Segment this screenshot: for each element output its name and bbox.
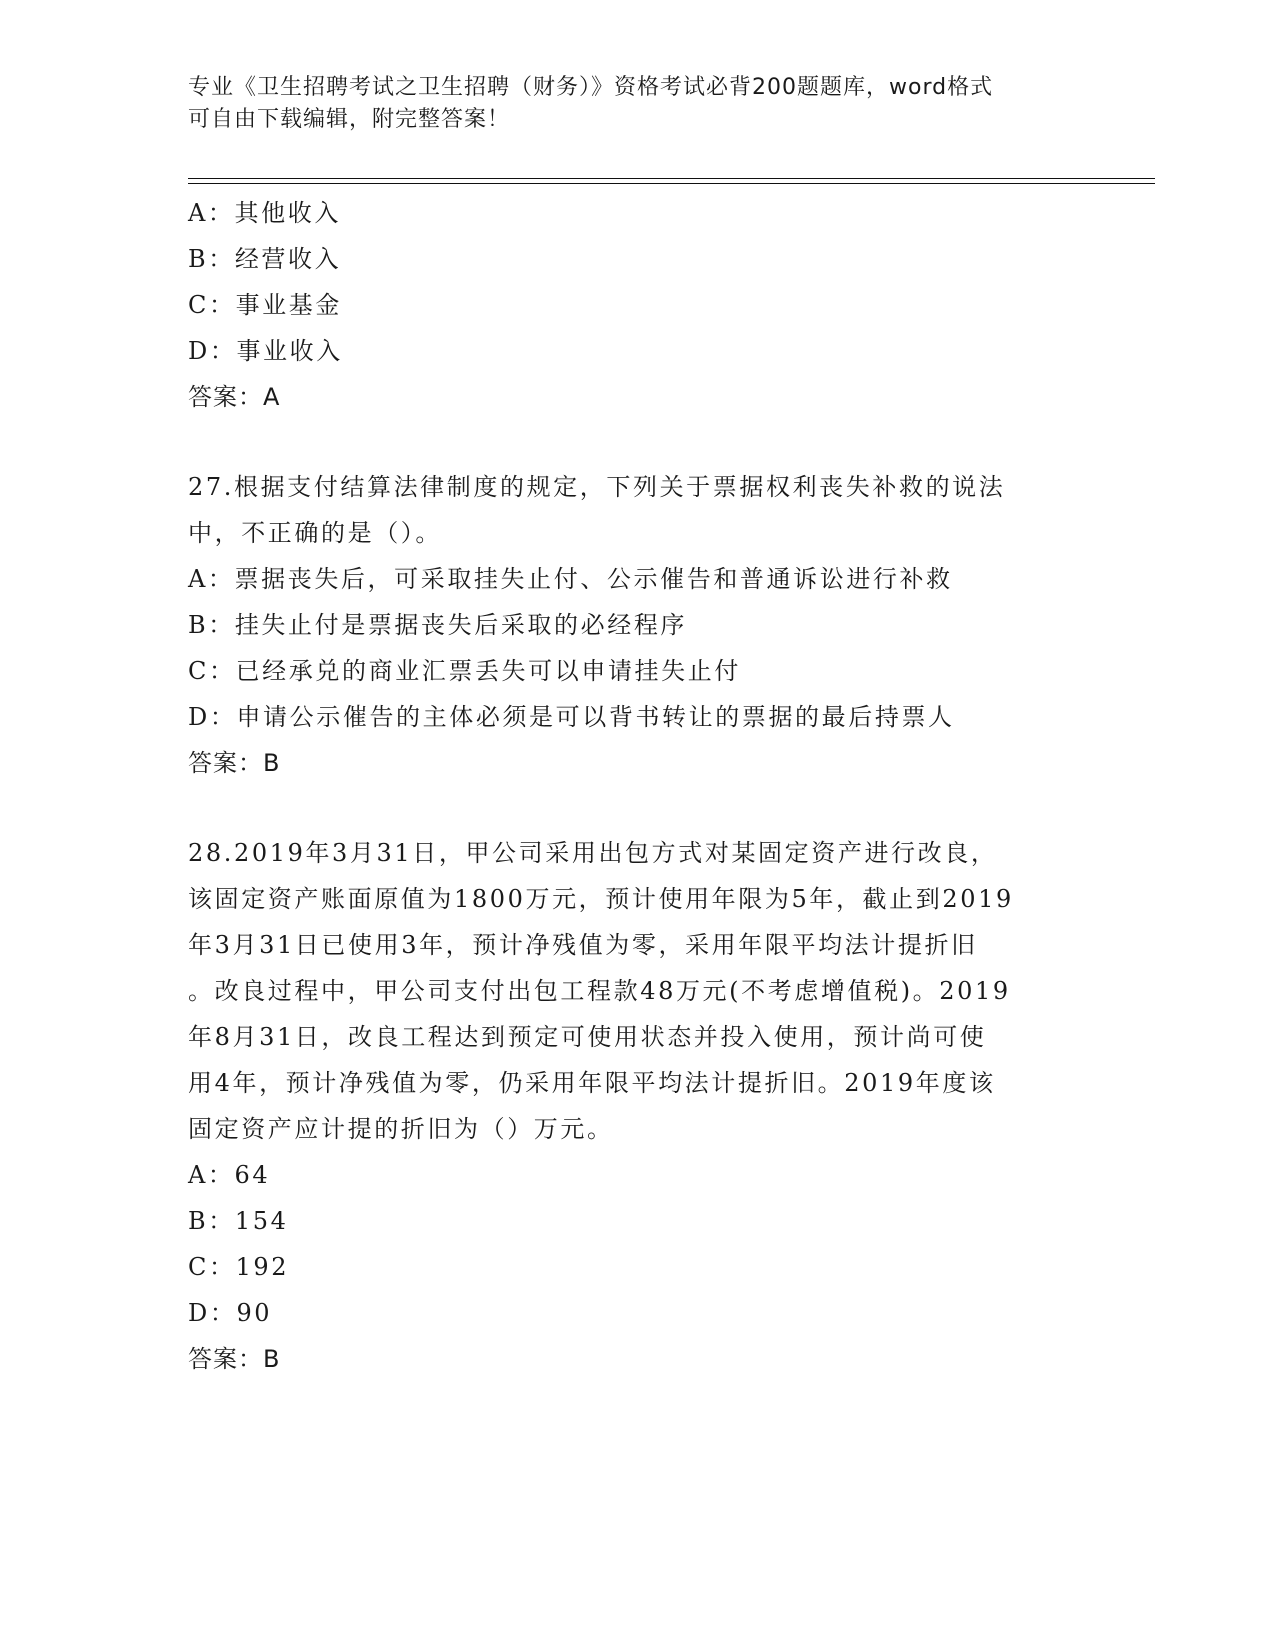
spacer (188, 420, 1088, 464)
question-27 (188, 464, 1088, 786)
header-title-line-2: 可自由下载编辑，附完整答案！ (188, 107, 511, 132)
option-d: D：90 (188, 1299, 273, 1327)
question-stem-line: 年8月31日，改良工程达到预定可使用状态并投入使用，预计尚可使 (188, 1023, 987, 1051)
question-28 (188, 830, 1088, 1382)
option-a: A：票据丧失后，可采取挂失止付、公示催告和普通诉讼进行补救 (188, 565, 953, 593)
question-stem-line: 固定资产应计提的折旧为（）万元。 (188, 1115, 614, 1143)
option-a: A：64 (188, 1161, 271, 1189)
question-stem-line: 年3月31日已使用3年，预计净残值为零，采用年限平均法计提折旧 (188, 931, 978, 959)
header-divider-top (188, 178, 1155, 179)
question-stem-line: 。改良过程中，甲公司支付出包工程款48万元(不考虑增值税)。2019 (188, 977, 1011, 1005)
question-stem-line: 27.根据支付结算法律制度的规定，下列关于票据权利丧失补救的说法 (188, 473, 1006, 501)
option-b: B：挂失止付是票据丧失后采取的必经程序 (188, 611, 688, 639)
option-c: C：事业基金 (188, 291, 342, 319)
question-stem-line: 用4年，预计净残值为零，仍采用年限平均法计提折旧。2019年度该 (188, 1069, 996, 1097)
option-b: B：154 (188, 1207, 289, 1235)
option-a: A：其他收入 (188, 199, 341, 227)
option-c: C：已经承兑的商业汇票丢失可以申请挂失止付 (188, 657, 741, 685)
question-list (188, 190, 1088, 1382)
header-divider-bottom (188, 183, 1155, 184)
document-header (188, 72, 1068, 136)
question-stem-line: 该固定资产账面原值为1800万元，预计使用年限为5年，截止到2019 (188, 885, 1014, 913)
option-b: B：经营收入 (188, 245, 342, 273)
answer-line: 答案：A (188, 383, 281, 411)
option-d: D：申请公示催告的主体必须是可以背书转让的票据的最后持票人 (188, 703, 955, 731)
question-stem-line: 28.2019年3月31日，甲公司采用出包方式对某固定资产进行改良， (188, 839, 998, 867)
option-c: C：192 (188, 1253, 290, 1281)
option-d: D：事业收入 (188, 337, 343, 365)
spacer (188, 786, 1088, 830)
question-stem-line: 中，不正确的是（）。 (188, 519, 442, 547)
answer-line: 答案：B (188, 1345, 281, 1373)
question-26 (188, 190, 1088, 420)
answer-line: 答案：B (188, 749, 281, 777)
header-title-line-1: 专业《卫生招聘考试之卫生招聘（财务）》资格考试必背200题题库，word格式 (188, 75, 994, 100)
